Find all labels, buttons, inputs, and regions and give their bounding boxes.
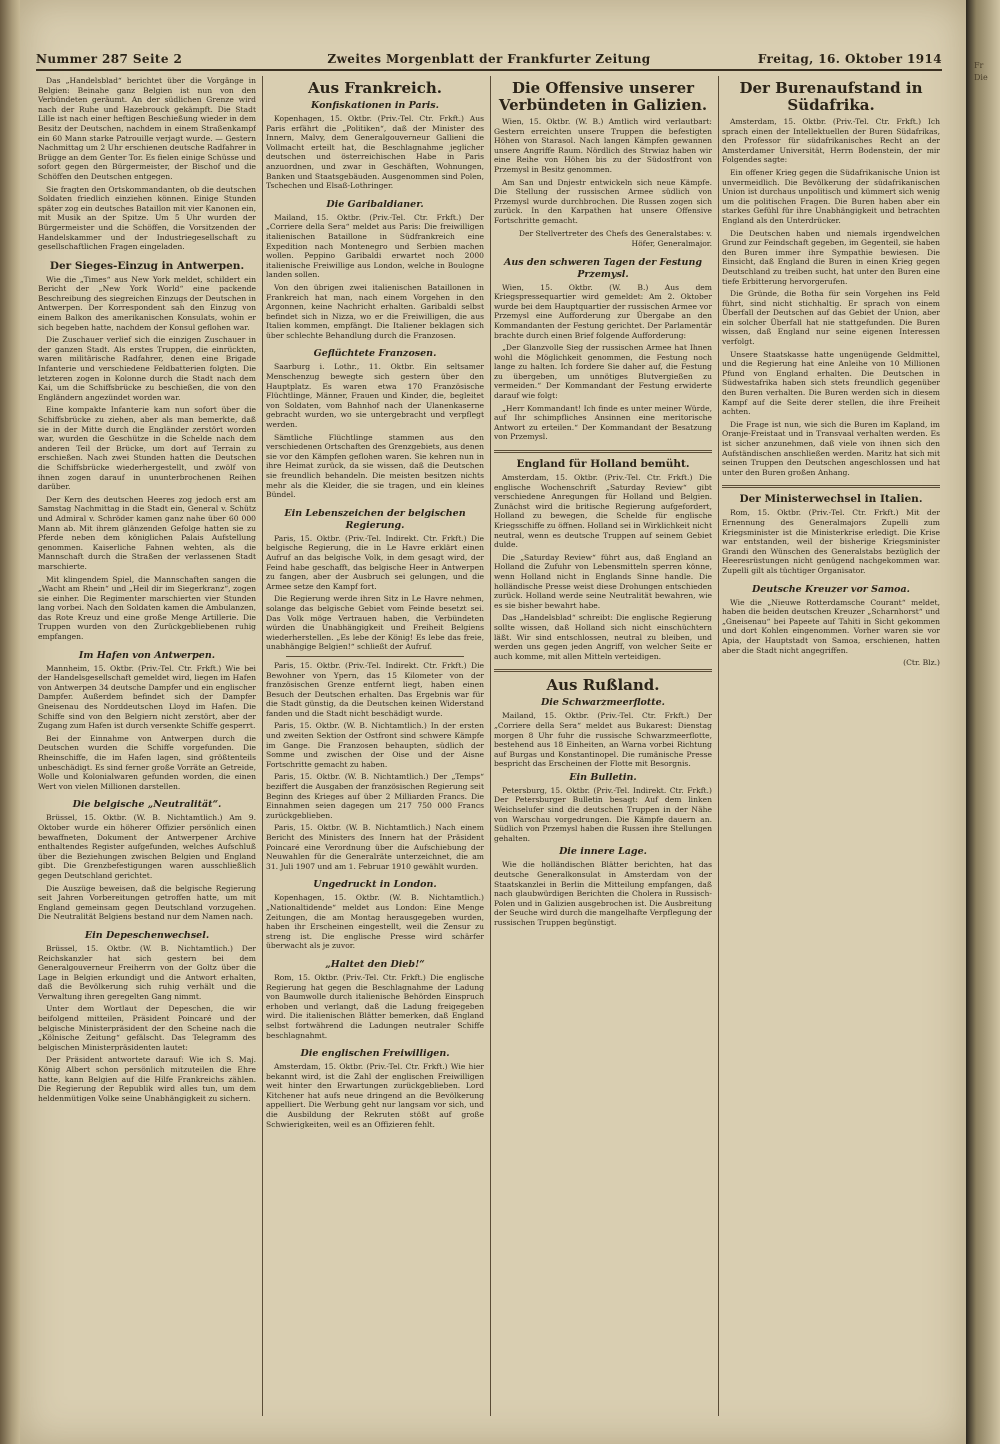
issue-date: Freitag, 16. Oktober 1914 <box>757 52 942 66</box>
paragraph: Kopenhagen, 15. Oktbr. (Priv.-Tel. Ctr. Frkft.) Aus Paris erfährt die „Politiken“, daß der Minister des Innern, Malvy, dem Generalgouverneur Gallieni die Vollmacht erteilt hat, die Beschlagnahme jeglicher deutschen und österreichischen Habe in Paris anzuordnen, und zwar in Geschäften, Wohnungen, Banken und Staatsgebäuden. Ausgenommen sind Polen, Tschechen und Elsaß-Lothringer. <box>266 114 484 191</box>
paragraph: Von den übrigen zwei italienischen Bataillonen in Frankreich hat man, nach einem Vorgehen in den Argonnen, keine Nachricht erhalten. Garibaldi selbst befindet sich in Nizza, wo er die Freiwilligen, die aus Italien kommen, empfängt. Die Italiener beklagen sich über schlechte Behandlung durch die Franzosen. <box>266 282 484 340</box>
paragraph: Mit klingendem Spiel, die Mannschaften sangen die „Wacht am Rhein“ und „Heil dir im Siegerkranz“, zogen sie einher. Die Regimenter marschierten vier Stunden lang vorbei. Nach den Soldaten kamen die Ambulanzen, das Rote Kreuz und eine große Menge Artillerie. Die Truppen wurden von den Zurückgebliebenen ruhig empfangen. <box>38 574 256 642</box>
headline: Ein Lebenszeichen der belgischen Regierung. <box>284 507 466 531</box>
paragraph: Amsterdam, 15. Oktbr. (Priv.-Tel. Ctr. Frkft.) Die englische Wochenschrift „Saturday Review“ gibt verschiedene Anregungen für Holland und Belgien. Zunächst wird die britische Regierung aufgefordert, Holland zu bewegen, die Schelde für englische Kriegsschiffe zu öffnen. Holland sei in Wirklichkeit nicht neutral, wenn es deutsche Truppen auf seinem Gebiet dulde. <box>494 473 712 550</box>
paragraph: Wien, 15. Oktbr. (W. B.) Amtlich wird verlautbart: Gestern erreichten unsere Truppen die befestigten Höhen von Starasol. Nach langen Kämpfen gewannen unsere Angriffe Raum. Nördlich des Strwiaz haben wir eine Reihe von Höhen bis zu der Südostfront von Przemysl in Besitz genommen. <box>494 117 712 174</box>
column-divider <box>490 76 491 1416</box>
headline: Die innere Lage. <box>559 846 647 858</box>
column-divider <box>718 76 719 1416</box>
adjacent-page-text: Fr Die <box>974 61 988 82</box>
article-stop-thief <box>266 959 484 1040</box>
source-credit: (Ctr. Blz.) <box>903 658 940 668</box>
page-header <box>36 52 942 68</box>
headline: „Haltet den Dieb!“ <box>325 958 425 970</box>
headline: England für Holland bemüht. <box>516 458 690 471</box>
headline: Der Ministerwechsel in Italien. <box>739 493 923 506</box>
paragraph: Das „Handelsblad“ berichtet über die Vorgänge in Belgien: Beinahe ganz Belgien ist nun von den Verbündeten geräumt. An der südlichen Grenze wird nach der Ruhe und Hazebrouck gekämpft. Die Stadt Lille ist nach einer heftigen Beschießung wieder in dem Besitz der Deutschen, nachdem in einem Straßenkampf ein 60 Mann starke Patrouille verjagt wurde. — Gestern Nachmittag um 2 Uhr erschienen deutsche Radfahrer in Brügge an dem Genter Tor. Es fielen einige Schüsse und sofort gegen den Bürgermeister, der Bischof und die Schöffen den Deutschen entgegen. <box>38 76 256 181</box>
page-number: Nummer 287 Seite 2 <box>36 52 183 66</box>
headline: Der Sieges-Einzug in Antwerpen. <box>49 259 245 272</box>
paragraph: Paris, 15. Oktbr. (W. B. Nichtamtlich.) Nach einem Bericht des Ministers des Innern hat der Präsident Poincaré eine Verordnung über die Aufschiebung der Neuwahlen für die Generalräte unterzeichnet, die am 31. Juli 1907 und am 1. Februar 1910 gewählt wurden. <box>266 823 484 871</box>
paragraph: Sie fragten den Ortskommandanten, ob die deutschen Soldaten friedlich einziehen können. Einige Stunden später zog ein deutsches Bataillon mit vier Kanonen ein, mit Musik an der Spitze. Um 5 Uhr wurden der Bürgermeister und die Schöffen, die Vorsitzenden der Handelskammer und der Industriegesellschaft zu gesellschaftlichen Fragen eingeladen. <box>38 184 256 252</box>
column-1 <box>38 76 256 1416</box>
paragraph: Der Präsident antwortete darauf: Wie ich S. Maj. König Albert schon persönlich mitzuteilen die Ehre hatte, kann Belgien auf die Hilfe Frankreichs zählen. Die Regierung der Republik wird alles tun, um dem heldenmütigen Volke seine Unabhängigkeit zu sichern. <box>38 1055 256 1103</box>
article-galicia-offensive <box>494 80 712 249</box>
divider <box>286 656 464 657</box>
headline: Deutsche Kreuzer vor Samoa. <box>752 583 910 595</box>
paragraph: Der Kern des deutschen Heeres zog jedoch erst am Samstag Nachmittag in die Stadt ein, General v. Schütz und Admiral v. Schröder kamen ganz nahe über 60 000 Mann ab. Mit ihrem glänzenden Gefolge hatten sie zu Pferde neben dem königlichen Palais Aufstellung genommen. Kaiserliche Fahnen wehten, als die Mannschaft durch die Straßen der verlassenen Stadt marschierte. <box>38 494 256 571</box>
paragraph: Das „Handelsblad“ schreibt: Die englische Regierung sollte wissen, daß Holland sich nicht einschüchtern läßt. Wir sind entschlossen, neutral zu bleiben, und werden uns gegen jeden Angriff, von welcher Seite er auch komme, mit allen Mitteln verteidigen. <box>494 613 712 661</box>
paragraph: Sämtliche Flüchtlinge stammen aus den verschiedenen Ortschaften des Grenzgebiets, aus denen sie vor den Kämpfen geflohen waren. Sie kehren nun in ihre Heimat zurück, da sie wissen, daß die Deutschen sie freundlich behandeln. Die meisten besitzen nichts mehr als die Kleider, die sie tragen, und ein kleines Bündel. <box>266 432 484 500</box>
paragraph: Ein offener Krieg gegen die Südafrikanische Union ist unvermeidlich. Die Bevölkerung der südafrikanischen Union ist durchaus unpolitisch und kümmert sich wenig um die politischen Fragen. Die Buren haben aber ein starkes Gefühl für ihre Unabhängigkeit und betrachten England als den Unterdrücker. <box>722 167 940 225</box>
paragraph: Die Gründe, die Botha für sein Vorgehen ins Feld führt, sind nicht stichhaltig. Er sprach von einem Überfall der Deutschen auf das Gebiet der Union, aber ein solcher Überfall hat nie stattgefunden. Die Buren wissen, daß England nur seine eigenen Interessen verfolgt. <box>722 289 940 347</box>
article-antwerp-harbor <box>38 650 256 792</box>
paragraph: Paris, 15. Oktbr. (W. B. Nichtamtlich.) In der ersten und zweiten Sektion der Ostfront sind schwere Kämpfe im Gange. Die Franzosen behaupten, südlich der Somme und zwischen der Oise und der Aisne Fortschritte gemacht zu haben. <box>266 721 484 769</box>
headline: Ein Depeschenwechsel. <box>84 929 210 941</box>
article-antwerp-entry <box>38 260 256 642</box>
article-belgian-government <box>266 508 484 872</box>
signature: Der Stellvertreter des Chefs des Generalstabes: v. Höfer, Generalmajor. <box>518 228 712 248</box>
paragraph: Am San und Dnjestr entwickeln sich neue Kämpfe. Die Stellung der russischen Armee südlich von Przemysl wurde durchbrochen. Die Russen zogen sich zurück. In den Karpathen hat unsere Offensive Fortschritte gemacht. <box>494 177 712 225</box>
adjacent-page-edge <box>966 0 1000 1444</box>
paragraph: Unter dem Wortlaut der Depeschen, die wir beifolgend mitteilen, Präsident Poincaré und der belgische Ministerpräsident der den Scheine nach die „Kölnische Zeitung“ gefälscht. Das Telegramm des belgischen Ministerpräsidenten lautet: <box>38 1004 256 1052</box>
paragraph: „Der Glanzvolle Sieg der russischen Armee hat Ihnen wohl die Möglichkeit genommen, die Festung noch lange zu halten. Ich fordere Sie daher auf, die Festung zu übergeben, um unnötiges Blutvergießen zu vermeiden.“ Der Kommandant der Festung erwiderte darauf wie folgt: <box>494 343 712 401</box>
header-rule <box>36 69 942 71</box>
section-headline: Aus Rußland. <box>546 676 660 695</box>
paragraph: Wie die „Nieuwe Rotterdamsche Courant“ meldet, haben die beiden deutschen Kreuzer „Scharnhorst“ und „Gneisenau“ bei Papeete auf Tahiti in Sicht gekommen und dort Kohlen eingenommen. Vorher waren sie vor Apia, der Hauptstadt von Samoa, erschienen, hatten aber die Stadt nicht angegriffen. <box>722 597 940 655</box>
divider <box>494 669 712 672</box>
paragraph: Rom, 15. Oktbr. (Priv.-Tel. Ctr. Frkft.) Mit der Ernennung des Generalmajors Zupelli zum Kriegsminister ist die Ministerkrise erledigt. Die Krise war entstanden, weil der bisherige Kriegsminister Grandi den Wünschen des Generalstabs bezüglich der Heeresrüstungen nicht genügend nachgekommen war. Zupelli gilt als tüchtiger Organisator. <box>722 508 940 575</box>
headline: Ein Bulletin. <box>569 771 637 783</box>
paragraph: Paris, 15. Oktbr. (W. B. Nichtamtlich.) Der „Temps“ beziffert die Ausgaben der französischen Regierung seit Beginn des Krieges auf über 2 Milliarden Francs. Die Einnahmen seien dagegen um 217 750 000 Francs zurückgeblieben. <box>266 772 484 820</box>
paragraph: Mailand, 15. Oktbr. (Priv.-Tel. Ctr. Frkft.) Der „Corriere della Sera“ meldet aus Bukarest: Dienstag morgen 8 Uhr fuhr die russische Schwarzmeerflotte, bestehend aus 18 Einheiten, an Warna vorbei Richtung auf Burgas und Konstantinopel. Die rumänische Presse bespricht das Erscheinen der Flotte mit Besorgnis. <box>494 711 712 769</box>
paragraph: Mailand, 15. Oktbr. (Priv.-Tel. Ctr. Frkft.) Der „Corriere della Sera“ meldet aus Paris: Die freiwilligen italienischen Bataillone in Südfrankreich eine Expedition nach Montenegro und Serbien machen wollen. Peppino Garibaldi erwartet noch 2000 italienische Freiwillige aus London, welche in Boulogne landen sollen. <box>266 212 484 280</box>
article-boer-uprising <box>722 80 940 477</box>
headline: Geflüchtete Franzosen. <box>313 348 437 360</box>
headline: Aus den schweren Tagen der Festung Przemysl. <box>503 256 703 280</box>
column-divider <box>262 76 263 1416</box>
paragraph: Bei der Einnahme von Antwerpen durch die Deutschen wurden die Schiffe vorgefunden. Die Rheinschiffe, die im Hafen lagen, sind größtenteils unbeschädigt. Es sind ferner große Vorräte an Getreide, Wolle und Kolonialwaren gefunden worden, die einen Wert von vielen Millionen darstellen. <box>38 733 256 791</box>
paragraph: Kopenhagen, 15. Oktbr. (W. B. Nichtamtlich.) „Nationaltidende“ meldet aus London: Eine Menge Zeitungen, die am Montag herausgegeben wurden, haben ihr Erscheinen eingestellt, weil die Zensur zu streng ist. Die englische Presse wird schärfer überwacht als je zuvor. <box>266 893 484 951</box>
headline: Konfiskationen in Paris. <box>311 100 439 111</box>
article-dispatch-exchange <box>38 930 256 1104</box>
paragraph: Rom, 15. Oktbr. (Priv.-Tel. Ctr. Frkft.) Die englische Regierung hat gegen die Beschlagnahme der Ladung von Baumwolle durch italienische Behörden Einspruch erhoben und verlangt, daß die Ladung freigegeben wird. Die italienischen Blätter bemerken, daß England selbst fortwährend die Ladungen neutraler Schiffe beschlagnahmt. <box>266 972 484 1040</box>
paragraph: Amsterdam, 15. Oktbr. (Priv.-Tel. Ctr. Frkft.) Ich sprach einen der Intellektuellen der Buren Südafrikas, den Professor für südafrikanisches Recht an der Amsterdamer Universität, Herrn Bodenstein, der mir Folgendes sagte: <box>722 117 940 165</box>
paragraph: Die Deutschen haben und niemals irgendwelchen Grund zur Feindschaft gegeben, im Gegenteil, sie haben den Buren immer ihre Sympathie bewiesen. Die Einsicht, daß England die Buren in einen Krieg gegen Deutschland zu treiben sucht, hat unter den Buren eine tiefe Erbitterung hervorgerufen. <box>722 228 940 286</box>
paragraph: Die Zuschauer verlief sich die einzigen Zuschauer in der ganzen Stadt. Als erstes Truppen, die einrückten, waren militärische Radfahrer, denen eine Brigade Infanterie und verschiedene Feldbatterien folgten. Die letzteren zogen in Kolonne durch die Stadt nach dem Kai, um die Schiffsbrücke zu beschießen, die von den Engländern angezündet worden war. <box>38 335 256 402</box>
paragraph: Saarburg i. Lothr., 11. Oktbr. Ein seltsamer Menschenzug bewegte sich gestern über den Hauptplatz. Es waren etwa 170 Französische Flüchtlinge, Männer, Frauen und Kinder, die, begleitet von Soldaten, vom Bahnhof nach der Ulanenkaserne gebracht wurden, wo sie untergebracht und verpflegt werden. <box>266 362 484 430</box>
paragraph: Die Auszüge beweisen, daß die belgische Regierung seit Jahren Vorbereitungen getroffen hatte, um mit England gemeinsam gegen Deutschland vorzugehen. Die Neutralität Belgiens bestand nur dem Namen nach. <box>38 883 256 922</box>
column-2 <box>266 76 484 1416</box>
section-headline: Der Burenaufstand in Südafrika. <box>739 79 923 114</box>
article-england-holland <box>494 458 712 661</box>
paragraph: Amsterdam, 15. Oktbr. (Priv.-Tel. Ctr. Frkft.) Wie hier bekannt wird, ist die Zahl der englischen Freiwilligen weit hinter den Erwartungen zurückgeblieben. Lord Kitchener hat aufs neue dringend an die Bevölkerung appelliert. Die Werbung geht nur langsam vor sich, und die Ausbildung der Rekruten stößt auf große Schwierigkeiten, weil es an Offizieren fehlt. <box>266 1062 484 1129</box>
divider <box>722 485 940 488</box>
paragraph: Unsere Staatskasse hatte ungenügende Geldmittel, und die Regierung hat eine Anleihe von 10 Millionen Pfund von England erhalten. Die Deutschen in Südwestafrika haben sich stets freundlich gegenüber den Buren verhalten. Die Buren werden sich in diesem Kampf auf die Seite derer stellen, die ihre Freiheit achten. <box>722 349 940 417</box>
article-belgian-neutrality <box>38 799 256 922</box>
article-przemysl <box>494 257 712 443</box>
column-4 <box>722 76 940 1416</box>
headline: Die Garibaldianer. <box>326 198 424 210</box>
article-italy-ministers <box>722 493 940 575</box>
headline: Ungedruckt in London. <box>313 879 437 891</box>
paragraph: Wien, 15. Oktbr. (W. B.) Aus dem Kriegspressequartier wird gemeldet: Am 2. Oktober wurde bei dem Hauptquartier der russischen Armee vor Przemysl eine Aufforderung zur Übergabe an den Kommandanten der Festung gerichtet. Der Parlamentär brachte durch einen Brief folgende Aufforderung: <box>494 282 712 340</box>
paragraph: Brüssel, 15. Oktbr. (W. B. Nichtamtlich.) Der Reichskanzler hat sich gestern bei dem Generalgouverneur Freiherrn von der Goltz über die Lage in Belgien erkundigt und die Antwort erhalten, daß die Bevölkerung sich ruhig verhält und die Verwaltung ihren geregelten Gang nimmt. <box>38 943 256 1001</box>
masthead: Zweites Morgenblatt der Frankfurter Zeitung <box>327 52 651 66</box>
paragraph: Paris, 15. Oktbr. (Priv.-Tel. Indirekt. Ctr. Frkft.) Die Bewohner von Ypern, das 15 Kilometer von der französischen Grenze entfernt liegt, haben einen Besuch der Deutschen erhalten. Das Ergebnis war für die Stadt günstig, da die Deutschen keinen Widerstand fanden und die Stadt nicht beschädigt wurde. <box>266 660 484 718</box>
headline: Im Hafen von Antwerpen. <box>78 649 216 661</box>
section-headline: Aus Frankreich. <box>308 79 442 97</box>
paragraph: Brüssel, 15. Oktbr. (W. B. Nichtamtlich.) Am 9. Oktober wurde ein höherer Offizier persönlich einen bewaffneten, Dokument der Antwerpener Archive enthaltendes Register aufgefunden, welches Aufschluß über die Beziehungen zwischen Belgien und England gibt. Die Grenzbefestigungen waren ausschließlich gegen Deutschland gerichtet. <box>38 813 256 880</box>
paragraph: Wie die „Times“ aus New York meldet, schildert ein Bericht der „New York World“ eine packende Beschreibung des siegreichen Einzugs der Deutschen in Antwerpen. Der Korrespondent sah den Einzug von einem Balkon des amerikanischen Konsulats, wohin er sich begeben hatte, nachdem der Konsul geflohen war. <box>38 274 256 332</box>
paragraph: Die Regierung werde ihren Sitz in Le Havre nehmen, solange das belgische Gebiet vom Feinde besetzt sei. Das Volk möge Vertrauen haben, die Verbündeten würden die Unabhängigkeit und Freiheit Belgiens wiederherstellen. „Es lebe der König! Es lebe das freie, unabhängige Belgien!“ schließt der Aufruf. <box>266 594 484 652</box>
column-3 <box>494 76 712 1416</box>
headline: Die Schwarzmeerflotte. <box>540 697 665 709</box>
article-london <box>266 879 484 951</box>
section-france <box>266 80 484 191</box>
divider <box>494 450 712 453</box>
paragraph: Petersburg, 15. Oktbr. (Priv.-Tel. Indirekt. Ctr. Frkft.) Der Petersburger Bulletin besagt: Auf dem linken Weichselufer sind die deutschen Truppen in der Nähe von Warschau vorgedrungen. Die Kämpfe dauern an. Südlich von Przemysl haben die Russen ihre Stellungen gehalten. <box>494 785 712 843</box>
headline: Die belgische „Neutralität“. <box>72 799 222 811</box>
article-refugees <box>266 348 484 499</box>
paragraph: „Herr Kommandant! Ich finde es unter meiner Würde, auf Ihr schimpfliches Ansinnen eine meritorische Antwort zu erteilen.“ Der Kommandant der Besatzung von Przemysl. <box>494 403 712 442</box>
paragraph: Wie die holländischen Blätter berichten, hat das deutsche Generalkonsulat in Amsterdam von der Staatskanzlei in Berlin die Mitteilung empfangen, daß nach glaubwürdigen Berichten die Cholera in Russisch-Polen und in Galizien ausgebrochen ist. Die Ausbreitung der Seuche wird durch die mangelhafte Verpflegung der russischen Truppen begünstigt. <box>494 860 712 927</box>
article-samoa-cruisers <box>722 584 940 669</box>
section-headline: Die Offensive unserer Verbündeten in Galizien. <box>498 79 708 114</box>
paragraph: Mannheim, 15. Oktbr. (Priv.-Tel. Ctr. Frkft.) Wie bei der Handelsgesellschaft gemeldet wird, liegen im Hafen von Antwerpen 34 deutsche Dampfer und ein englischer Dampfer. Außerdem befindet sich der Dampfer Gneisenau des Norddeutschen Lloyd im Hafen. Die Schiffe sind von den Belgiern nicht zerstört, aber der Zugang zum Hafen ist durch versenkte Schiffe gesperrt. <box>38 663 256 731</box>
paragraph: Eine kompakte Infanterie kam nun sofort über die Schiffsbrücke zu ziehen, aber als man bemerkte, daß sie in der Mitte durch die Engländer zerstört worden war, wurden die Geschütze in die Schelde nach dem anderen Teil der Brücke, um dort auf Terrain zu erschießen. Nach zwei Stunden hatten die Deutschen die Schiffsbrücke wiederhergestellt, und zwölf von ihnen zogen darauf in ununterbrochenen Reihen darüber. <box>38 405 256 492</box>
article-garibaldians <box>266 199 484 341</box>
paragraph: Die „Saturday Review“ führt aus, daß England an Holland die Zufuhr von Lebensmitteln sperren könne, wenn Holland nicht in Englands Sinne handle. Die holländische Presse weist diese Drohungen entschieden zurück. Holland werde seine Neutralität bewahren, wie es sie bisher bewahrt habe. <box>494 552 712 610</box>
paragraph: Paris, 15. Oktbr. (Priv.-Tel. Indirekt. Ctr. Frkft.) Die belgische Regierung, die in Le Havre erklärt einen Aufruf an das belgische Volk, in dem gesagt wird, der Feind habe geschafft, das belgische Heer in Antwerpen zu fangen, aber der Ausbruch sei gelungen, und die Armee setze den Kampf fort. <box>266 533 484 591</box>
article-english-volunteers <box>266 1048 484 1129</box>
section-russia <box>494 677 712 927</box>
page-binding <box>0 0 20 1444</box>
headline: Die englischen Freiwilligen. <box>300 1048 450 1060</box>
paragraph: Die Frage ist nun, wie sich die Buren im Kapland, im Oranje-Freistaat und in Transvaal verhalten werden. Es ist sicher anzunehmen, daß viele von ihnen sich den Aufständischen anschließen werden. Maritz hat sich mit seinen Truppen den Deutschen angeschlossen und hat unter den Buren großen Anhang. <box>722 419 940 477</box>
article-belgium-intro <box>38 76 256 252</box>
